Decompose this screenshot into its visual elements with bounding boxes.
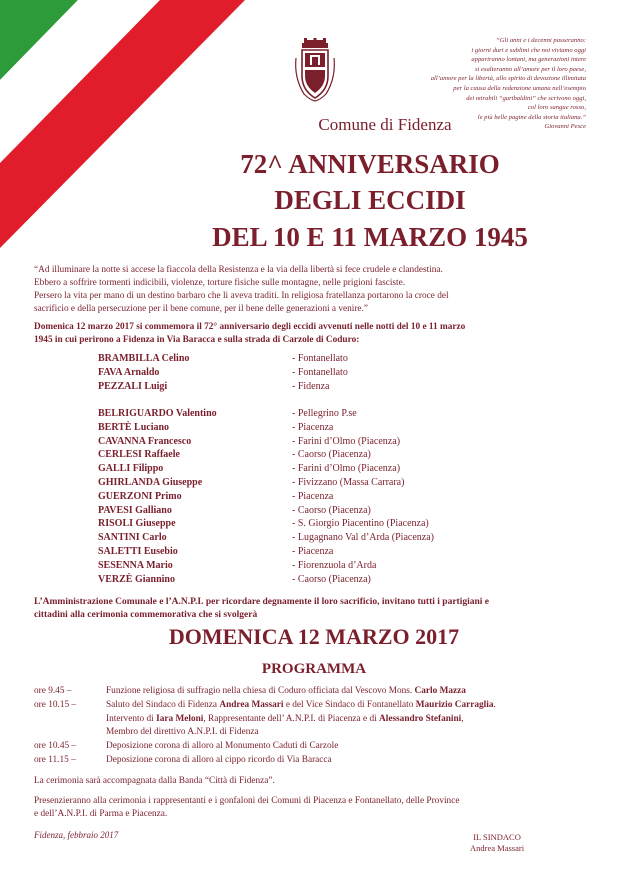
program-time: ore 9.45 –: [34, 686, 72, 696]
victim-name: GHIRLANDA Giuseppe: [98, 477, 203, 488]
intro-line: “Ad illuminare la notte si accese la fiaccola della Resistenza e la via della libertà si fece crudele e clandestina.: [34, 265, 443, 275]
quote-author: Giovanni Pesce: [544, 123, 586, 131]
attendance-paragraph: [34, 795, 459, 821]
event-date-heading: DOMENICA 12 MARZO 2017: [168, 624, 460, 649]
victim-place: - Piacenza: [292, 421, 334, 433]
program-time: ore 10.45 –: [34, 741, 77, 751]
victim-name: SANTINI Carlo: [98, 532, 167, 544]
commemoration-lead: [34, 321, 594, 347]
signature-role: IL SINDACO: [473, 832, 521, 842]
program-time: ore 10.15 –: [34, 700, 77, 710]
victim-name: RISOLI Giuseppe: [98, 518, 176, 530]
quote-line: per la causa della redenzione umana nell’esempio: [453, 84, 586, 92]
intro-line: Persero la vita per mano di un destino barbaro che li aveva traditi. In religiosa fratellanza portarono la croce del: [34, 291, 449, 302]
program-description: Intervento di Iara Meloni, Rappresentante dell’ A.N.P.I. di Piacenza e di Alessandro Stefanini,: [106, 713, 464, 724]
attend-line: Presenzieranno alla cerimonia i rappresentanti e i gonfaloni dei Comuni di Piacenza e Fontanellato, delle Province: [34, 796, 460, 806]
victim-place: - Fontanellato: [292, 353, 348, 364]
intro-paragraph: [34, 264, 584, 316]
program-time: ore 11.15 –: [34, 755, 76, 765]
victim-place: - Caorso (Piacenza): [292, 504, 371, 516]
program-description: Membro del direttivo A.N.P.I. di Fidenza: [106, 727, 259, 737]
victim-place: - S. Giorgio Piacentino (Piacenza): [292, 518, 429, 530]
victim-place: - Caorso (Piacenza): [292, 449, 371, 461]
victim-place: - Farini d’Olmo (Piacenza): [292, 463, 401, 475]
program-description: Deposizione corona di alloro al Monumento Caduti di Carzole: [106, 741, 339, 751]
victim-name: VERZÈ Giannino: [98, 573, 175, 585]
victim-name: GUERZONI Primo: [98, 490, 182, 502]
victim-place: - Pellegrino P.se: [292, 408, 357, 419]
victim-name: BRAMBILLA Celino: [98, 353, 190, 364]
victim-place: - Piacenza: [292, 546, 334, 557]
comune-name: Comune di Fidenza: [318, 115, 452, 134]
quote-line: all’amore per la libertà, allo spirito di devozione illimitata: [430, 75, 586, 83]
band-note: La cerimonia sarà accompagnata dalla Banda “Città di Fidenza”.: [34, 776, 275, 786]
intro-line: sacrificio e della persecuzione per il bene comune, per il bene delle generazioni a venire.”: [34, 304, 369, 315]
victim-name: SALETTI Eusebio: [98, 546, 178, 557]
victim-place: - Caorso (Piacenza): [292, 573, 371, 585]
victim-place: - Lugagnano Val d’Arda (Piacenza): [292, 532, 434, 544]
title-line-2: DEGLI ECCIDI: [274, 185, 466, 215]
lead-line: Domenica 12 marzo 2017 si commemora il 72° anniversario degli eccidi avvenuti nelle notti del 10 e 11 marzo: [34, 322, 466, 332]
quote-line: dei mirabili “garibaldini” che scrivono oggi,: [466, 94, 586, 102]
victim-place: - Fiorenzuola d’Arda: [292, 559, 377, 571]
victim-name: PEZZALI Luigi: [98, 380, 168, 392]
place-date: Fidenza, febbraio 2017: [34, 830, 119, 840]
attend-line: e dell’A.N.P.I. di Parma e Piacenza.: [34, 809, 168, 820]
victim-place: - Farini d’Olmo (Piacenza): [292, 435, 401, 447]
program-description: Saluto del Sindaco di Fidenza Andrea Massari e del Vice Sindaco di Fontanellato Maurizio Carraglia.: [106, 700, 496, 710]
lead-line: 1945 in cui perirono a Fidenza in Via Baracca e sulla strada di Carzole di Coduro:: [34, 335, 360, 346]
intro-line: Ebbero a soffrire tormenti indicibili, violenze, torture fisiche sulle montagne, nelle prigioni fasciste.: [34, 278, 406, 289]
quote-line: col loro sangue rosso,: [527, 104, 586, 112]
victim-name: FAVA Arnaldo: [98, 366, 160, 378]
fidenza-crest-icon: [292, 38, 338, 104]
victim-name: BELRIGUARDO Valentino: [98, 408, 217, 419]
quote-line: si esalteranno all’amore per il loro paese,: [474, 65, 586, 73]
victim-name: GALLI Filippo: [98, 463, 164, 475]
invite-line: cittadini alla cerimonia commemorativa che si svolgerà: [34, 610, 258, 621]
quote-line: le più belle pagine della storia italiana.”: [477, 113, 586, 121]
programma-heading: PROGRAMMA: [261, 661, 367, 677]
victim-place: - Fivizzano (Massa Carrara): [292, 477, 405, 488]
victim-name: CERLESI Raffaele: [98, 449, 180, 461]
title-line-3: DEL 10 E 11 MARZO 1945: [212, 222, 528, 252]
invitation-paragraph: [34, 596, 594, 623]
quote-line: appariranno lontani, ma generazioni intere: [471, 56, 586, 64]
victim-name: PAVESI Galliano: [98, 504, 172, 516]
signature-name: Andrea Massari: [470, 843, 525, 853]
invite-line: L’Amministrazione Comunale e l’A.N.P.I. per ricordare degnamente il loro sacrificio, invitano tutti i partigiani e: [34, 597, 489, 607]
victim-name: SESENNA Mario: [98, 559, 173, 571]
signature-block: [470, 832, 524, 854]
victim-name: BERTÈ Luciano: [98, 421, 170, 433]
victim-place: - Fontanellato: [292, 366, 348, 378]
program-description: Deposizione corona di alloro al cippo ricordo di Via Baracca: [106, 755, 332, 765]
victim-place: - Piacenza: [292, 490, 334, 502]
quote-line: “Gli anni e i decenni passeranno:: [496, 37, 586, 44]
comune-heading: [0, 115, 620, 135]
victim-place: - Fidenza: [292, 380, 330, 392]
victim-name: CAVANNA Francesco: [98, 435, 192, 447]
program-description: Funzione religiosa di suffragio nella chiesa di Coduro officiata dal Vescovo Mons. Carlo Mazza: [106, 686, 466, 696]
quote-line: i giorni duri e sublimi che noi viviamo oggi: [471, 46, 586, 54]
title-line-1: 72^ ANNIVERSARIO: [240, 149, 500, 179]
